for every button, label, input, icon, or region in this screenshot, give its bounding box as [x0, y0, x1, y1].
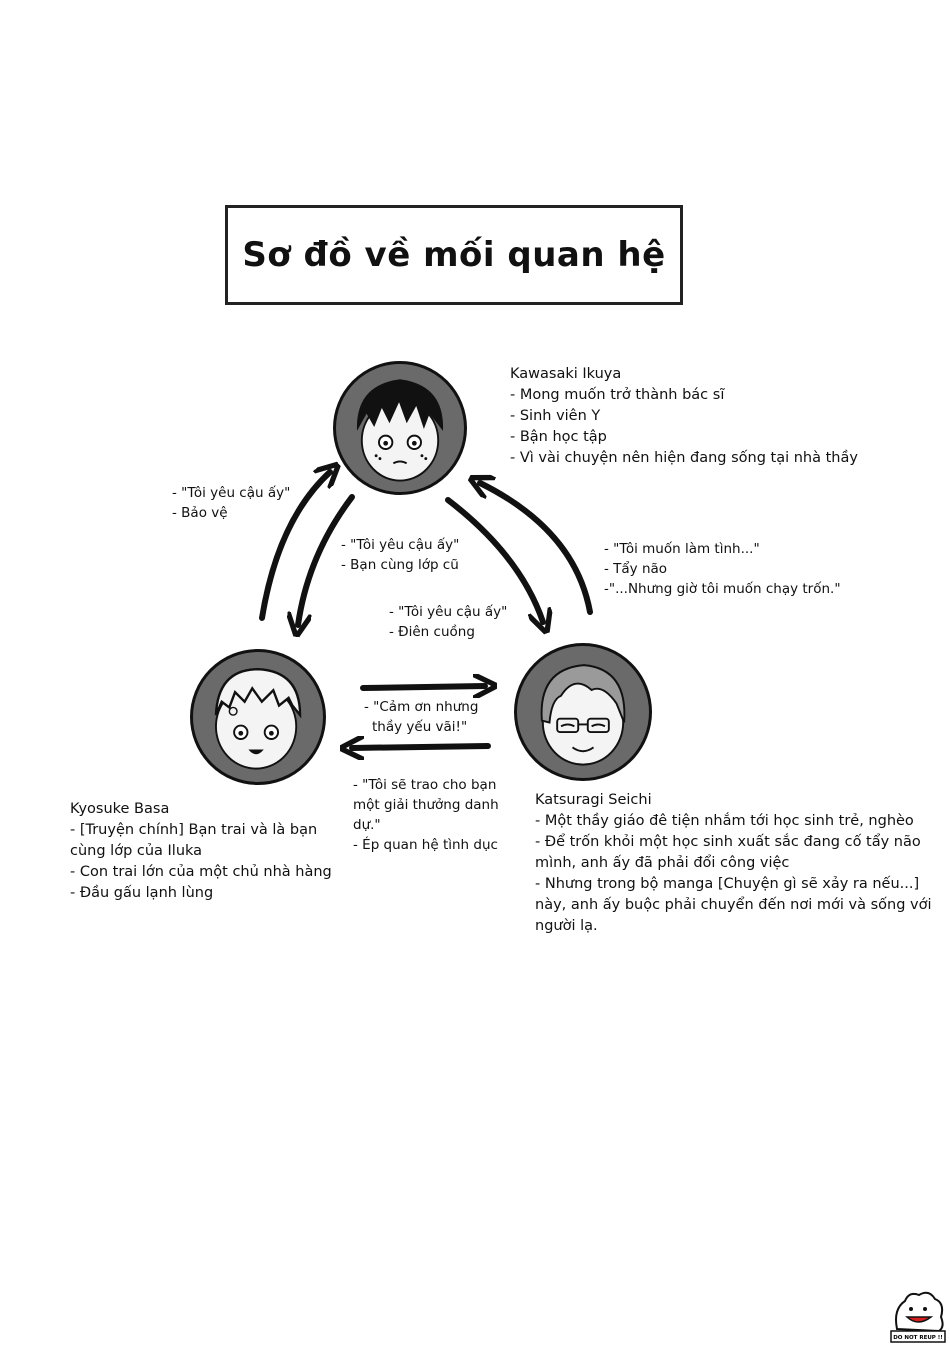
kawasaki-line: - Mong muốn trở thành bác sĩ [510, 387, 725, 403]
watermark-text: DO NOT REUP !! [893, 1335, 943, 1341]
katsuragi-avatar-icon [517, 646, 649, 778]
kawasaki-avatar-icon [336, 364, 464, 492]
kyosuke-avatar [190, 649, 326, 785]
relation-line: - "Tôi yêu cậu ấy" [341, 537, 460, 553]
kawasaki-line: - Vì vài chuyện nên hiện đang sống tại nhà thầy [510, 450, 858, 466]
kyosuke-line: - Con trai lớn của một chủ nhà hàng [70, 864, 332, 880]
relation-line: - Bạn cùng lớp cũ [341, 557, 459, 573]
arrow-katsuragi-to-kawasaki [480, 483, 590, 612]
kawasaki-avatar [333, 361, 467, 495]
relation-line: -"...Nhưng giờ tôi muốn chạy trốn." [604, 581, 841, 597]
relation-line: - Điên cuồng [389, 624, 475, 640]
kawasaki-name: Kawasaki Ikuya [510, 366, 622, 382]
kyosuke-name: Kyosuke Basa [70, 801, 170, 817]
kawasaki-line: - Bận học tập [510, 429, 607, 445]
katsuragi-line: mình, anh ấy đã phải đổi công việc [535, 855, 790, 871]
relation-line: một giải thưởng danh [353, 797, 499, 813]
relation-line: - "Tôi yêu cậu ấy" [389, 604, 508, 620]
kyosuke-avatar-icon [193, 652, 323, 782]
katsuragi-line: - Nhưng trong bộ manga [Chuyện gì sẽ xảy ra nếu...] [535, 876, 920, 892]
kyosuke-description [70, 799, 332, 904]
katsuragi-name: Katsuragi Seichi [535, 792, 652, 808]
relation-line: - Ép quan hệ tình dục [353, 837, 498, 853]
arrow-kyosuke-to-katsuragi [363, 686, 485, 688]
relation-line: - "Tôi muốn làm tình..." [604, 541, 760, 557]
relation-line: - Tẩy não [604, 561, 668, 577]
katsuragi-line: này, anh ấy buộc phải chuyển đến nơi mới và sống với [535, 897, 932, 913]
katsuragi-line: - Để trốn khỏi một học sinh xuất sắc đang cố tẩy não [535, 834, 921, 850]
relation-kyosuke-to-katsuragi [364, 697, 478, 737]
relation-katsuragi-to-kyosuke [353, 775, 499, 855]
relation-kyosuke-to-kawasaki [172, 483, 290, 523]
relation-line: thầy yếu vãi!" [372, 719, 468, 735]
relation-line: - Bảo vệ [172, 505, 228, 521]
relation-katsuragi-to-kawasaki [604, 539, 841, 599]
do-not-reup-logo-icon [889, 1287, 947, 1345]
relation-line: - "Tôi sẽ trao cho bạn [353, 777, 497, 793]
kawasaki-line: - Sinh viên Y [510, 408, 601, 424]
title-box [225, 205, 683, 305]
relation-line: dự." [353, 817, 381, 833]
kyosuke-line: - [Truyện chính] Bạn trai và là bạn [70, 822, 318, 838]
kyosuke-line: cùng lớp của Iluka [70, 843, 203, 859]
kawasaki-description [510, 364, 858, 469]
kyosuke-line: - Đầu gấu lạnh lùng [70, 885, 214, 901]
page-title: Sơ đồ về mối quan hệ [242, 235, 666, 275]
arrow-katsuragi-to-kyosuke [352, 746, 488, 748]
relation-line: - "Tôi yêu cậu ấy" [172, 485, 291, 501]
katsuragi-line: người lạ. [535, 918, 598, 934]
relation-line: - "Cảm ơn nhưng [364, 699, 479, 715]
katsuragi-description [535, 790, 931, 937]
relation-kawasaki-to-kyosuke [341, 535, 459, 575]
katsuragi-avatar [514, 643, 652, 781]
relation-kawasaki-to-katsuragi [389, 602, 507, 642]
katsuragi-line: - Một thầy giáo đê tiện nhắm tới học sinh trẻ, nghèo [535, 813, 914, 829]
